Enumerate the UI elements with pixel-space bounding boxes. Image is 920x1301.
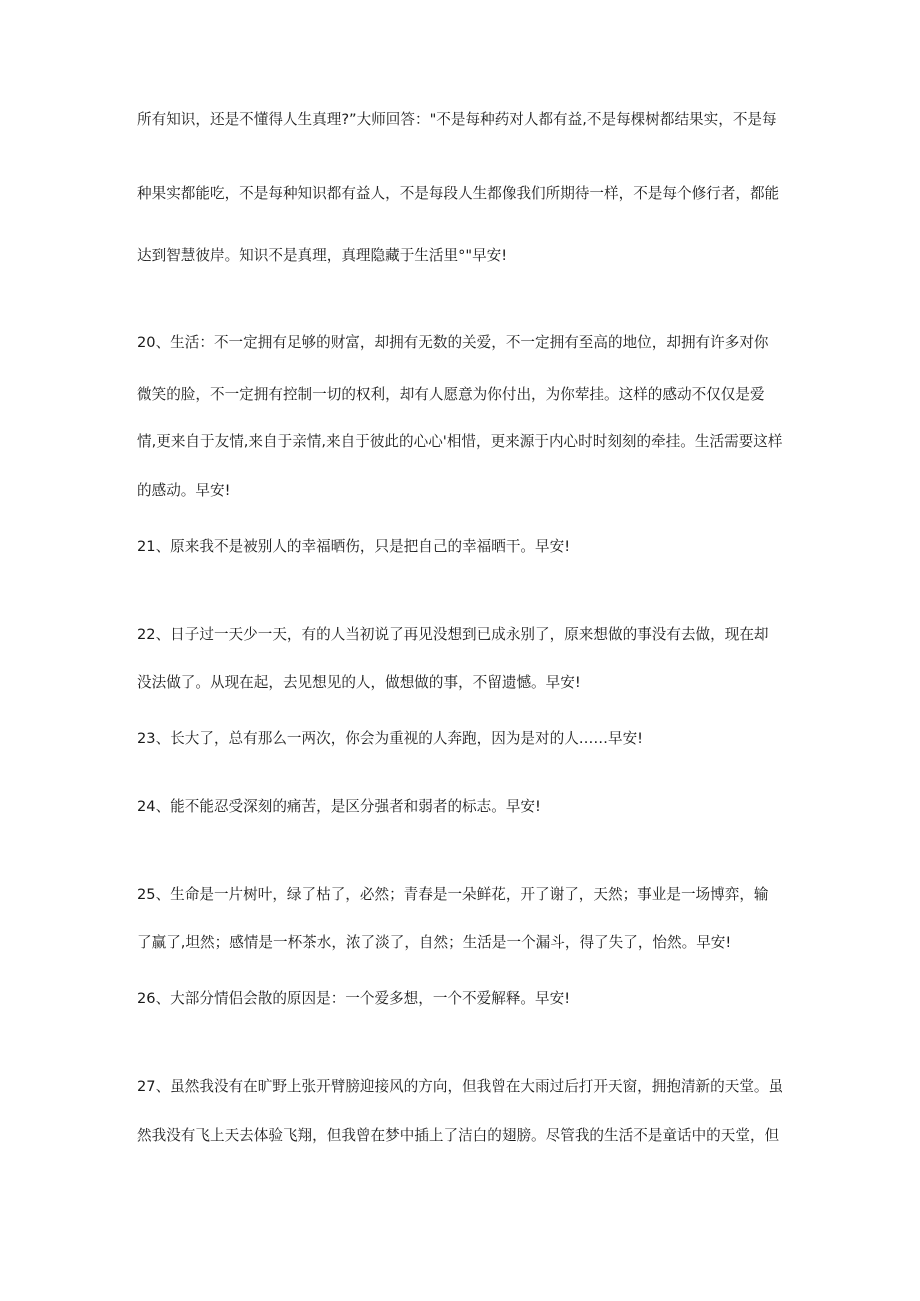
text-line: 情,更来自于友情,来自于亲情,来自于彼此的心心'相惜，更来源于内心时时刻刻的牵挂。生活需要这样 [137, 433, 783, 450]
text-line: 24、能不能忍受深刻的痛苦，是区分强者和弱者的标志。早安! [137, 798, 541, 815]
text-line: 22、日子过一天少一天，有的人当初说了再见没想到已成永别了，原来想做的事没有去做，现在却 [137, 626, 769, 643]
text-line: 种果实都能吃，不是每种知识都有益人，不是每段人生都像我们所期待一样，不是每个修行者，都能 [137, 185, 780, 202]
text-line: 21、原来我不是被别人的幸福晒伤，只是把自己的幸福晒干。早安! [137, 538, 571, 555]
text-line: 20、生活：不一定拥有足够的财富，却拥有无数的关爱，不一定拥有至高的地位，却拥有许多对你 [137, 334, 769, 351]
text-line: 了赢了,坦然；感情是一杯茶水，浓了淡了，自然；生活是一个漏斗，得了失了，怡然。早安! [137, 934, 732, 951]
text-line: 23、长大了，总有那么一两次，你会为重视的人奔跑，因为是对的人……早安! [137, 730, 644, 747]
text-line: 达到智慧彼岸。知识不是真理，真理隐藏于生活里°"早安! [137, 247, 508, 264]
text-line: 27、虽然我没有在旷野上张开臂膀迎接风的方向，但我曾在大雨过后打开天窗，拥抱清新的天堂。虽 [137, 1078, 784, 1095]
text-line: 的感动。早安! [137, 482, 231, 499]
text-line: 25、生命是一片树叶，绿了枯了，必然；青春是一朵鲜花，开了谢了，天然；事业是一场博弈，输 [137, 886, 769, 903]
text-line: 所有知识，还是不懂得人生真理?”大师回答："不是每种药对人都有益,不是每棵树都结果实，不是每 [137, 111, 777, 128]
text-line: 26、大部分情侣会散的原因是：一个爱多想，一个不爱解释。早安! [137, 990, 571, 1007]
text-line: 微笑的脸，不一定拥有控制一切的权利，却有人愿意为你付出，为你荤挂。这样的感动不仅仅是爱 [137, 386, 765, 403]
text-line: 没法做了。从现在起，去见想见的人，做想做的事，不留遗憾。早安! [137, 674, 581, 691]
text-line: 然我没有飞上天去体验飞翔，但我曾在梦中插上了洁白的翅膀。尽管我的生活不是童话中的天堂，但 [137, 1127, 780, 1144]
